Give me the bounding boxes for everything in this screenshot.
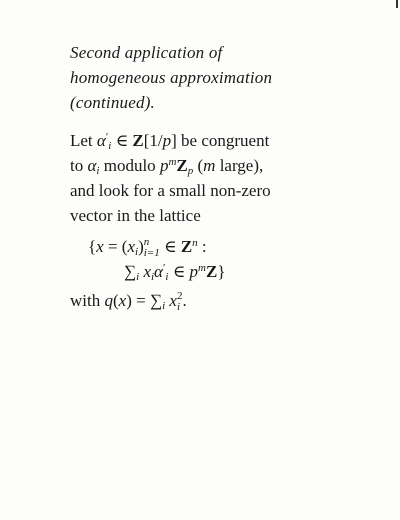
brace: { bbox=[88, 237, 97, 256]
equation-line-1 bbox=[88, 234, 226, 259]
math-sup-n: n bbox=[192, 237, 198, 249]
math-x: x bbox=[165, 291, 177, 310]
math-prime: ′ bbox=[105, 131, 109, 143]
math-alpha: α bbox=[96, 131, 106, 150]
math-x: x bbox=[96, 237, 104, 256]
math-sub-i: i bbox=[165, 271, 169, 284]
math-sub-i: i bbox=[162, 300, 166, 312]
math-sub-i: i bbox=[150, 271, 155, 284]
math-sub-range: i=1 bbox=[143, 247, 160, 260]
math-sum: ∑ bbox=[124, 262, 137, 282]
math-sub-i: i bbox=[136, 271, 140, 284]
text: . bbox=[182, 291, 187, 310]
text: ) bbox=[138, 237, 144, 256]
text: ) = bbox=[126, 291, 150, 310]
text: ] be congruent bbox=[171, 131, 270, 150]
title-line-1: Second application of bbox=[70, 43, 223, 62]
math-sub-p: p bbox=[187, 165, 194, 177]
body-line-2 bbox=[70, 153, 390, 178]
text: ( bbox=[112, 291, 119, 310]
title-line-2: homogeneous approximation bbox=[70, 68, 273, 87]
math-sub-i: i bbox=[176, 301, 180, 314]
math-m: m bbox=[203, 156, 216, 175]
body-line-4: vector in the lattice bbox=[70, 206, 201, 225]
math-sup-n: n bbox=[143, 236, 150, 249]
math-p: p bbox=[189, 262, 199, 282]
math-in: ∈ bbox=[111, 131, 133, 150]
title-line-3: (continued). bbox=[70, 93, 156, 112]
math-Z: Z bbox=[180, 237, 193, 256]
math-Z: Z bbox=[206, 262, 218, 282]
math-sub-i: i bbox=[96, 165, 100, 177]
body-line-3: and look for a small non-zero bbox=[70, 181, 271, 200]
slide-title bbox=[70, 40, 272, 115]
math-sup-m: m bbox=[198, 262, 206, 275]
math-p: p bbox=[159, 156, 169, 175]
body-line-1 bbox=[70, 128, 390, 153]
math-p: p bbox=[162, 131, 172, 150]
closing-line bbox=[70, 288, 187, 313]
math-x: x bbox=[118, 291, 127, 310]
math-x: x bbox=[139, 262, 151, 282]
text: ( bbox=[193, 156, 204, 175]
math-sub-i: i bbox=[135, 246, 139, 258]
math-Z: Z bbox=[132, 131, 144, 150]
display-equation bbox=[88, 234, 226, 284]
math-sum: ∑ bbox=[149, 291, 163, 310]
math-alpha: α bbox=[154, 262, 163, 282]
math-sup-m: m bbox=[168, 156, 177, 168]
math-alpha: α bbox=[87, 156, 97, 175]
math-prime: ′ bbox=[162, 262, 166, 275]
math-limits bbox=[144, 237, 160, 259]
math-sub-i: i bbox=[108, 140, 112, 152]
text: modulo bbox=[99, 156, 160, 175]
text: = ( bbox=[103, 237, 128, 256]
text: : bbox=[197, 237, 207, 256]
body-paragraph bbox=[70, 128, 390, 228]
text: Let bbox=[70, 131, 97, 150]
text: large), bbox=[215, 156, 264, 175]
equation-line-2 bbox=[88, 259, 226, 284]
math-q: q bbox=[104, 291, 113, 310]
edge-mark bbox=[396, 0, 398, 8]
text: with bbox=[70, 291, 105, 310]
brace: } bbox=[217, 262, 226, 282]
math-sup-2: 2 bbox=[176, 290, 183, 303]
math-x: x bbox=[127, 237, 136, 256]
math-in: ∈ bbox=[159, 237, 181, 256]
text: to bbox=[70, 156, 88, 175]
text: [1/ bbox=[143, 131, 163, 150]
math-Z: Z bbox=[176, 156, 188, 175]
math-in: ∈ bbox=[168, 262, 190, 282]
